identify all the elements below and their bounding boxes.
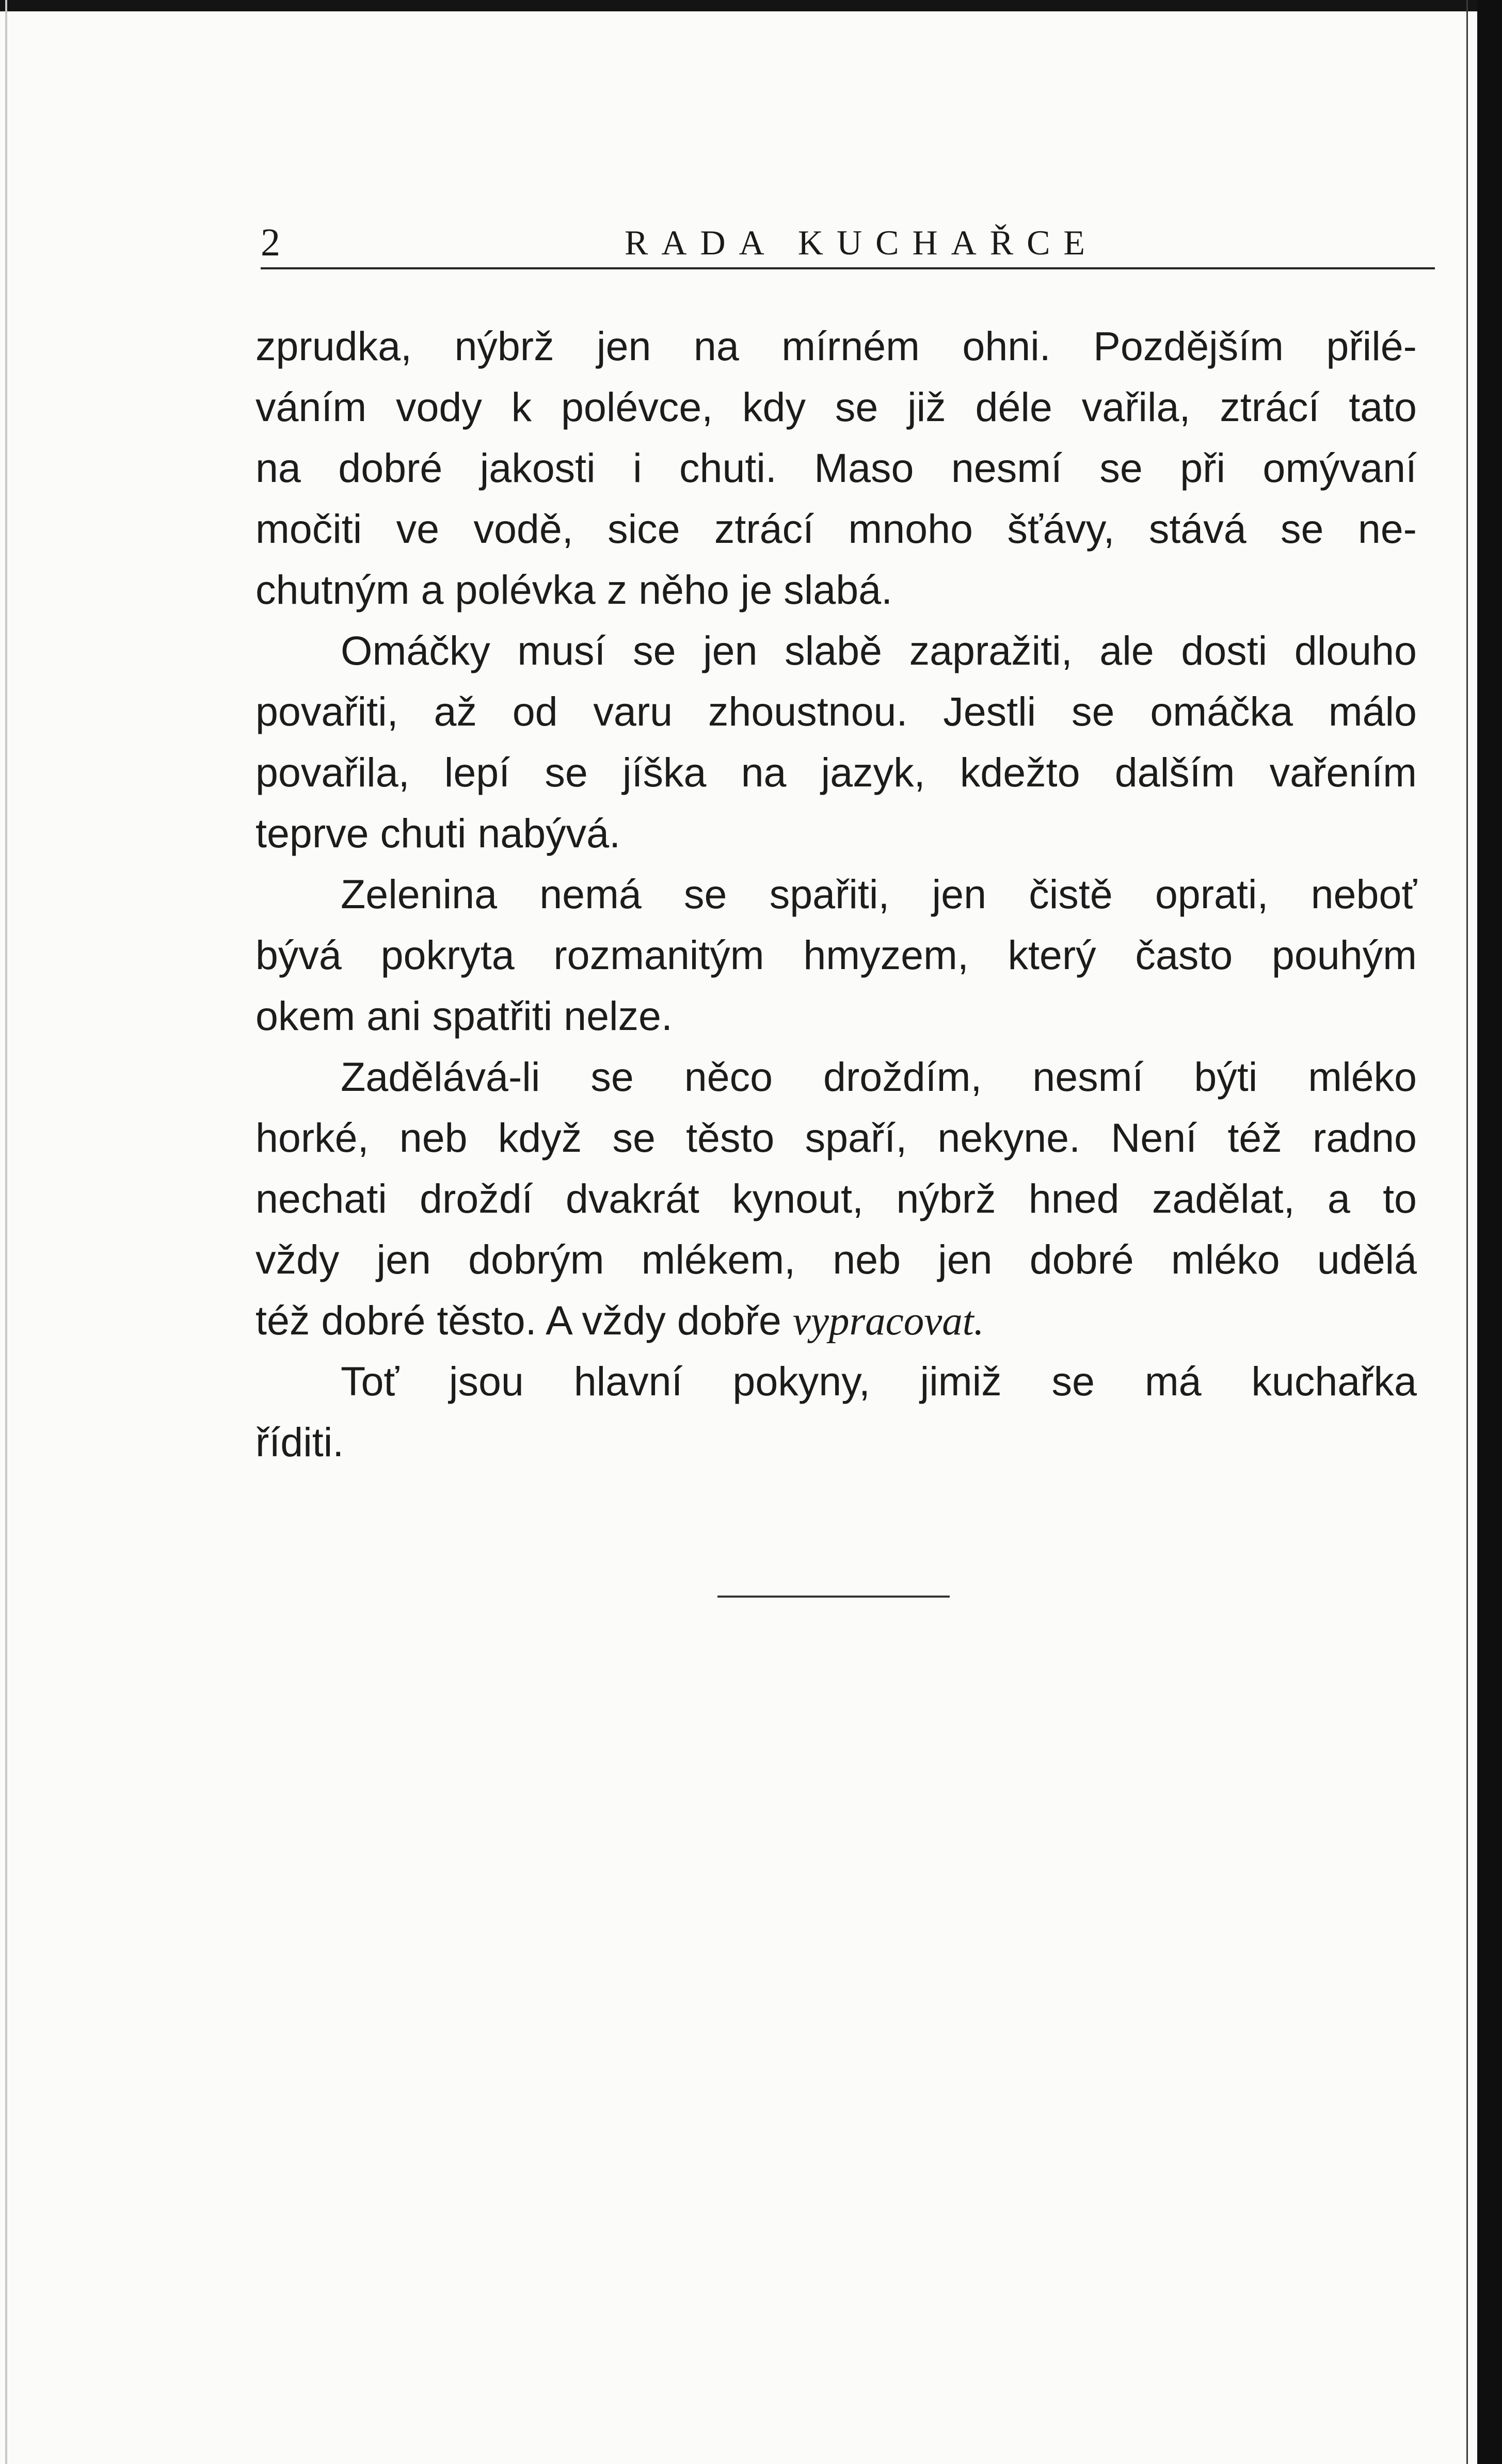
- text-line-plain: též dobré těsto. A vždy dobře: [255, 1297, 793, 1343]
- paragraph: [255, 1351, 1417, 1473]
- text-line: povařila, lepí se jíška na jazyk, kdežto dalším vařením: [255, 749, 1417, 795]
- running-header: [261, 219, 1435, 266]
- text-line: bývá pokryta rozmanitým hmyzem, který často pouhým: [255, 932, 1417, 978]
- text-line: horké, neb když se těsto spaří, nekyne. Není též radno: [255, 1115, 1417, 1161]
- scan-edge-inner-right: [1466, 0, 1468, 2464]
- text-line: na dobré jakosti i chuti. Maso nesmí se při omývaní: [255, 445, 1417, 491]
- paragraph: [255, 1046, 1417, 1351]
- text-line: močiti ve vodě, sice ztrácí mnoho šťávy, stává se ne-: [255, 506, 1417, 552]
- scan-edge-right: [1477, 0, 1502, 2464]
- paragraph: [255, 620, 1417, 864]
- text-line: okem ani spatřiti nelze.: [255, 993, 673, 1039]
- text-line: nechati droždí dvakrát kynout, nýbrž hned zadělat, a to: [255, 1175, 1417, 1221]
- body-text: [255, 316, 1417, 1473]
- paragraph: [255, 864, 1417, 1046]
- running-title: RADA KUCHAŘCE: [625, 223, 1098, 262]
- text-line: Toť jsou hlavní pokyny, jimiž se má kuchařka: [341, 1358, 1417, 1404]
- text-line: [255, 1290, 1417, 1351]
- page-number: 2: [261, 221, 280, 264]
- text-line: vždy jen dobrým mlékem, neb jen dobré mléko udělá: [255, 1236, 1417, 1282]
- text-line: Zadělává-li se něco droždím, nesmí býti mléko: [341, 1054, 1417, 1100]
- text-line: říditi.: [255, 1419, 344, 1465]
- text-line: Zelenina nemá se spařiti, jen čistě oprati, neboť: [341, 871, 1417, 917]
- text-line: povařiti, až od varu zhoustnou. Jestli se omáčka málo: [255, 688, 1417, 734]
- text-line: teprve chuti nabývá.: [255, 810, 621, 856]
- paragraph: [255, 316, 1417, 620]
- emphasized-word: vypracovat.: [792, 1299, 984, 1344]
- text-line: zprudka, nýbrž jen na mírném ohni. Pozdějším přilé-: [255, 323, 1417, 369]
- scan-edge-top: [0, 0, 1502, 11]
- text-line: chutným a polévka z něho je slabá.: [255, 567, 893, 613]
- scan-edge-left: [5, 0, 7, 2464]
- closing-rule: [717, 1596, 950, 1598]
- text-line: Omáčky musí se jen slabě zapražiti, ale dosti dlouho: [341, 627, 1417, 673]
- text-line: váním vody k polévce, kdy se již déle vařila, ztrácí tato: [255, 384, 1417, 430]
- header-rule: [261, 267, 1435, 269]
